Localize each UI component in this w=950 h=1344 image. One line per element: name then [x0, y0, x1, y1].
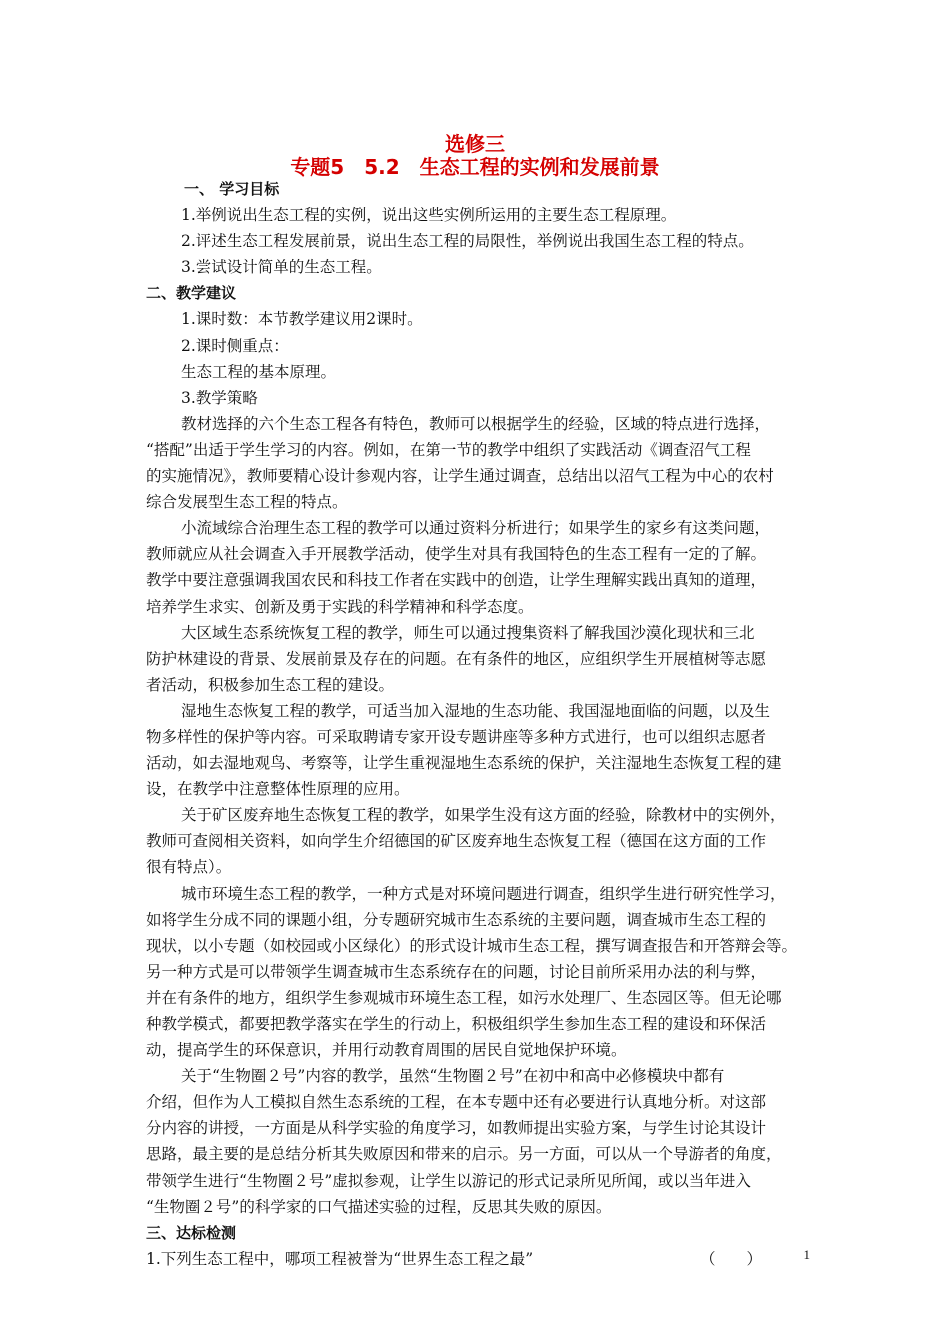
paragraph-line: 湿地生态恢复工程的教学，可适当加入湿地的生态功能、我国湿地面临的问题，以及生 — [181, 701, 771, 720]
paragraph-line: 的实施情况》，教师要精心设计参观内容，让学生通过调查，总结出以沼气工程为中心的农村 — [146, 467, 774, 486]
goal-item: 3.尝试设计简单的生态工程。 — [181, 258, 382, 277]
advice-line: 1.课时数：本节教学建议用2课时。 — [181, 310, 423, 329]
paragraph-line: 很有特点）。 — [146, 858, 232, 877]
paragraph-line: 培养学生求实、创新及勇于实践的科学精神和科学态度。 — [146, 597, 534, 616]
paragraph-line: 关于“生物圈２号”内容的教学，虽然“生物圈２号”在初中和高中必修模块中都有 — [181, 1067, 725, 1086]
paragraph-line: 种教学模式，都要把教学落实在学生的行动上，积极组织学生参加生态工程的建设和环保活 — [146, 1015, 767, 1033]
paragraph-line: 并在有条件的地方，组织学生参观城市环境生态工程，如污水处理厂、生态园区等。但无论哪 — [146, 988, 782, 1007]
paragraph-line: 如将学生分成不同的课题小组，分专题研究城市生态系统的主要问题，调查城市生态工程的 — [146, 910, 767, 929]
paragraph-line: 活动，如去湿地观鸟、考察等，让学生重视湿地生态系统的保护，关注湿地生态恢复工程的建 — [146, 754, 782, 773]
section-heading-teaching-advice: 二、教学建议 — [146, 284, 237, 303]
paragraph-line: 小流域综合治理生态工程的教学可以通过资料分析进行；如果学生的家乡有这类问题， — [181, 519, 771, 538]
paragraph-mining — [146, 802, 810, 880]
paragraph-large-region — [146, 620, 810, 698]
paragraph-line: 教师就应从社会调查入手开展教学活动，使学生对具有我国特色的生态工程有一定的了解。 — [146, 545, 767, 564]
paragraph-wetland — [146, 698, 810, 802]
paragraph-line: 带领学生进行“生物圈２号”虚拟参观，让学生以游记的形式记录所见所闻，或以当年进入 — [146, 1171, 751, 1190]
section-heading-learning-goals: 一、 学习目标 — [184, 180, 280, 198]
question-text: 1.下列生态工程中，哪项工程被誉为“世界生态工程之最” — [146, 1249, 534, 1268]
paragraph-biosphere2 — [146, 1063, 810, 1220]
paragraph-line: 教师可查阅相关资料，如向学生介绍德国的矿区废弃地生态恢复工程（德国在这方面的工作 — [146, 832, 767, 851]
goal-item: 2.评述生态工程发展前景，说出生态工程的局限性，举例说出我国生态工程的特点。 — [181, 232, 754, 251]
paragraph-line: 教学中要注意强调我国农民和科技工作者在实践中的创造，让学生理解实践出真知的道理， — [146, 571, 767, 590]
paragraph-line: 思路，最主要的是总结分析其失败原因和带来的启示。另一方面，可以从一个导游者的角度， — [146, 1145, 782, 1164]
paragraph-line: 城市环境生态工程的教学，一种方式是对环境问题进行调查，组织学生进行研究性学习， — [181, 884, 786, 903]
advice-line: 3.教学策略 — [181, 388, 258, 407]
advice-line: 2.课时侧重点： — [181, 336, 289, 355]
paragraph-line: 现状，以小专题（如校园或小区绿化）的形式设计城市生态工程，撰写调查报告和开答辩会等。 — [146, 936, 798, 955]
paragraph-watershed — [146, 515, 810, 619]
page-number: 1 — [803, 1247, 810, 1262]
paragraph-line: 动，提高学生的环保意识，并用行动教育周围的居民自觉地保护环境。 — [146, 1041, 627, 1060]
paragraph-line: 物多样性的保护等内容。可采取聘请专家开设专题讲座等多种方式进行，也可以组织志愿者 — [146, 727, 767, 746]
paragraph-line: 综合发展型生态工程的特点。 — [146, 493, 348, 512]
document-body — [146, 176, 810, 1272]
goal-item: 1.举例说出生态工程的实例，说出这些实例所运用的主要生态工程原理。 — [181, 206, 677, 225]
paragraph-line: 另一种方式是可以带领学生调查城市生态系统存在的问题，讨论目前所采用办法的利与弊， — [146, 962, 767, 981]
advice-line: 生态工程的基本原理。 — [181, 362, 337, 381]
question-1 — [146, 1246, 810, 1272]
paragraph-line: 防护林建设的背景、发展前景及存在的问题。在有条件的地区，应组织学生开展植树等志愿 — [146, 649, 767, 668]
paragraph-line: 教材选择的六个生态工程各有特色，教师可以根据学生的经验，区域的特点进行选择， — [181, 414, 771, 433]
paragraph-line: 关于矿区废弃地生态恢复工程的教学，如果学生没有这方面的经验，除教材中的实例外， — [181, 806, 786, 825]
paragraph-line: 设，在教学中注意整体性原理的应用。 — [146, 780, 410, 799]
document-subtitle: 专题5 5.2 生态工程的实例和发展前景 — [290, 155, 660, 179]
paragraph-urban — [146, 881, 810, 1064]
paragraph-line: 介绍，但作为人工模拟自然生态系统的工程，在本专题中还有必要进行认真地分析。对这部 — [146, 1093, 767, 1112]
paragraph-line: “生物圈２号”的科学家的口气描述实验的过程，反思其失败的原因。 — [146, 1197, 612, 1216]
paragraph-biogas — [146, 411, 810, 515]
paragraph-line: 者活动，积极参加生态工程的建设。 — [146, 675, 395, 694]
paragraph-line: 大区域生态系统恢复工程的教学，师生可以通过搜集资料了解我国沙漠化现状和三北 — [181, 623, 755, 642]
paragraph-line: 分内容的讲授，一方面是从科学实验的角度学习，如教师提出实验方案，与学生讨论其设计 — [146, 1119, 767, 1138]
section-heading-assessment: 三、达标检测 — [146, 1223, 237, 1242]
paragraph-line: “搭配”出适于学生学习的内容。例如，在第一节的教学中组织了实践活动《调查沼气工程 — [146, 440, 751, 459]
answer-blank: （ ） — [699, 1249, 762, 1268]
document-title: 选修三 — [445, 132, 505, 156]
